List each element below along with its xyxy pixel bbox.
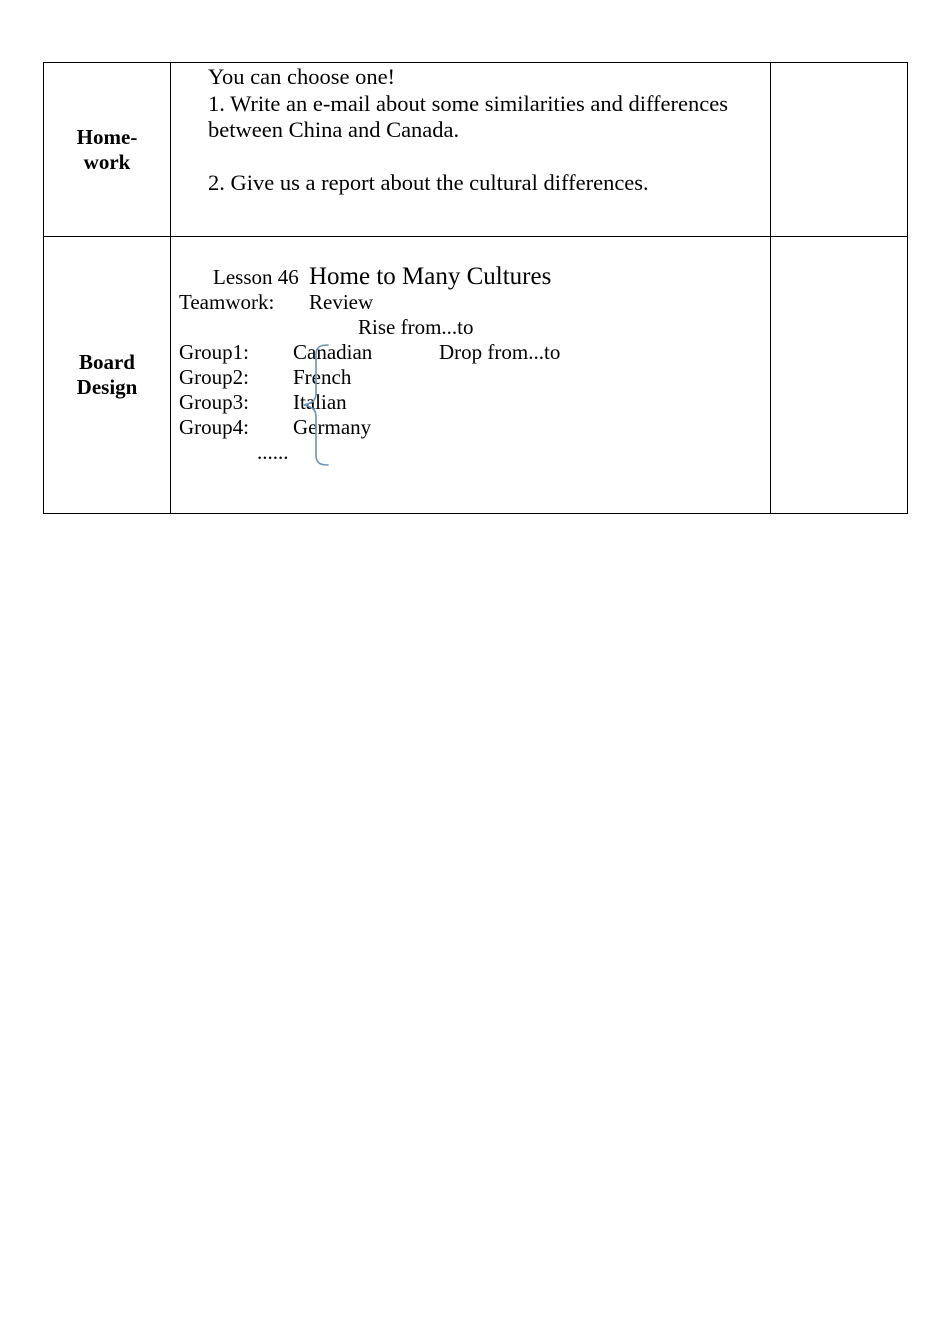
homework-content-cell xyxy=(171,63,771,237)
review-label: Review xyxy=(309,290,374,314)
board-design-row xyxy=(44,237,908,514)
homework-option-2: 2. Give us a report about the cultural differences. xyxy=(208,170,649,195)
board-design-notes-cell xyxy=(771,237,908,514)
lesson-title: Home to Many Cultures xyxy=(309,263,552,290)
group1-label: Group1: xyxy=(179,340,249,364)
board-design-label-cell xyxy=(44,237,171,514)
ellipsis: ...... xyxy=(257,440,289,464)
lesson-plan-table xyxy=(43,62,908,514)
homework-notes-cell xyxy=(771,63,908,237)
group3-label: Group3: xyxy=(179,390,249,414)
board-design-content-cell xyxy=(171,237,771,514)
homework-text xyxy=(208,64,728,197)
group4-label: Group4: xyxy=(179,415,249,439)
homework-option-1: 1. Write an e-mail about some similarities and differences xyxy=(208,90,728,116)
group4-item: Germany xyxy=(293,415,372,439)
group1-item: Canadian xyxy=(293,340,373,364)
homework-label-cell xyxy=(44,63,171,237)
homework-option-1-cont: between China and Canada. xyxy=(208,117,460,142)
group2-item: French xyxy=(293,365,352,389)
lesson-number: Lesson 46 xyxy=(213,265,299,289)
homework-row xyxy=(44,63,908,237)
homework-label-line1: Home- xyxy=(76,124,138,149)
homework-label-line2: work xyxy=(83,149,131,174)
teamwork-label: Teamwork: xyxy=(179,290,275,314)
rise-from-to: Rise from...to xyxy=(358,315,474,339)
group2-label: Group2: xyxy=(179,365,249,389)
drop-from-to: Drop from...to xyxy=(439,340,561,364)
board-design-label-line1: Board xyxy=(78,350,135,374)
curly-brace-icon xyxy=(298,341,332,467)
board-design-label-line2: Design xyxy=(76,375,138,399)
homework-intro: You can choose one! xyxy=(208,64,396,89)
group3-item: Italian xyxy=(293,390,347,414)
